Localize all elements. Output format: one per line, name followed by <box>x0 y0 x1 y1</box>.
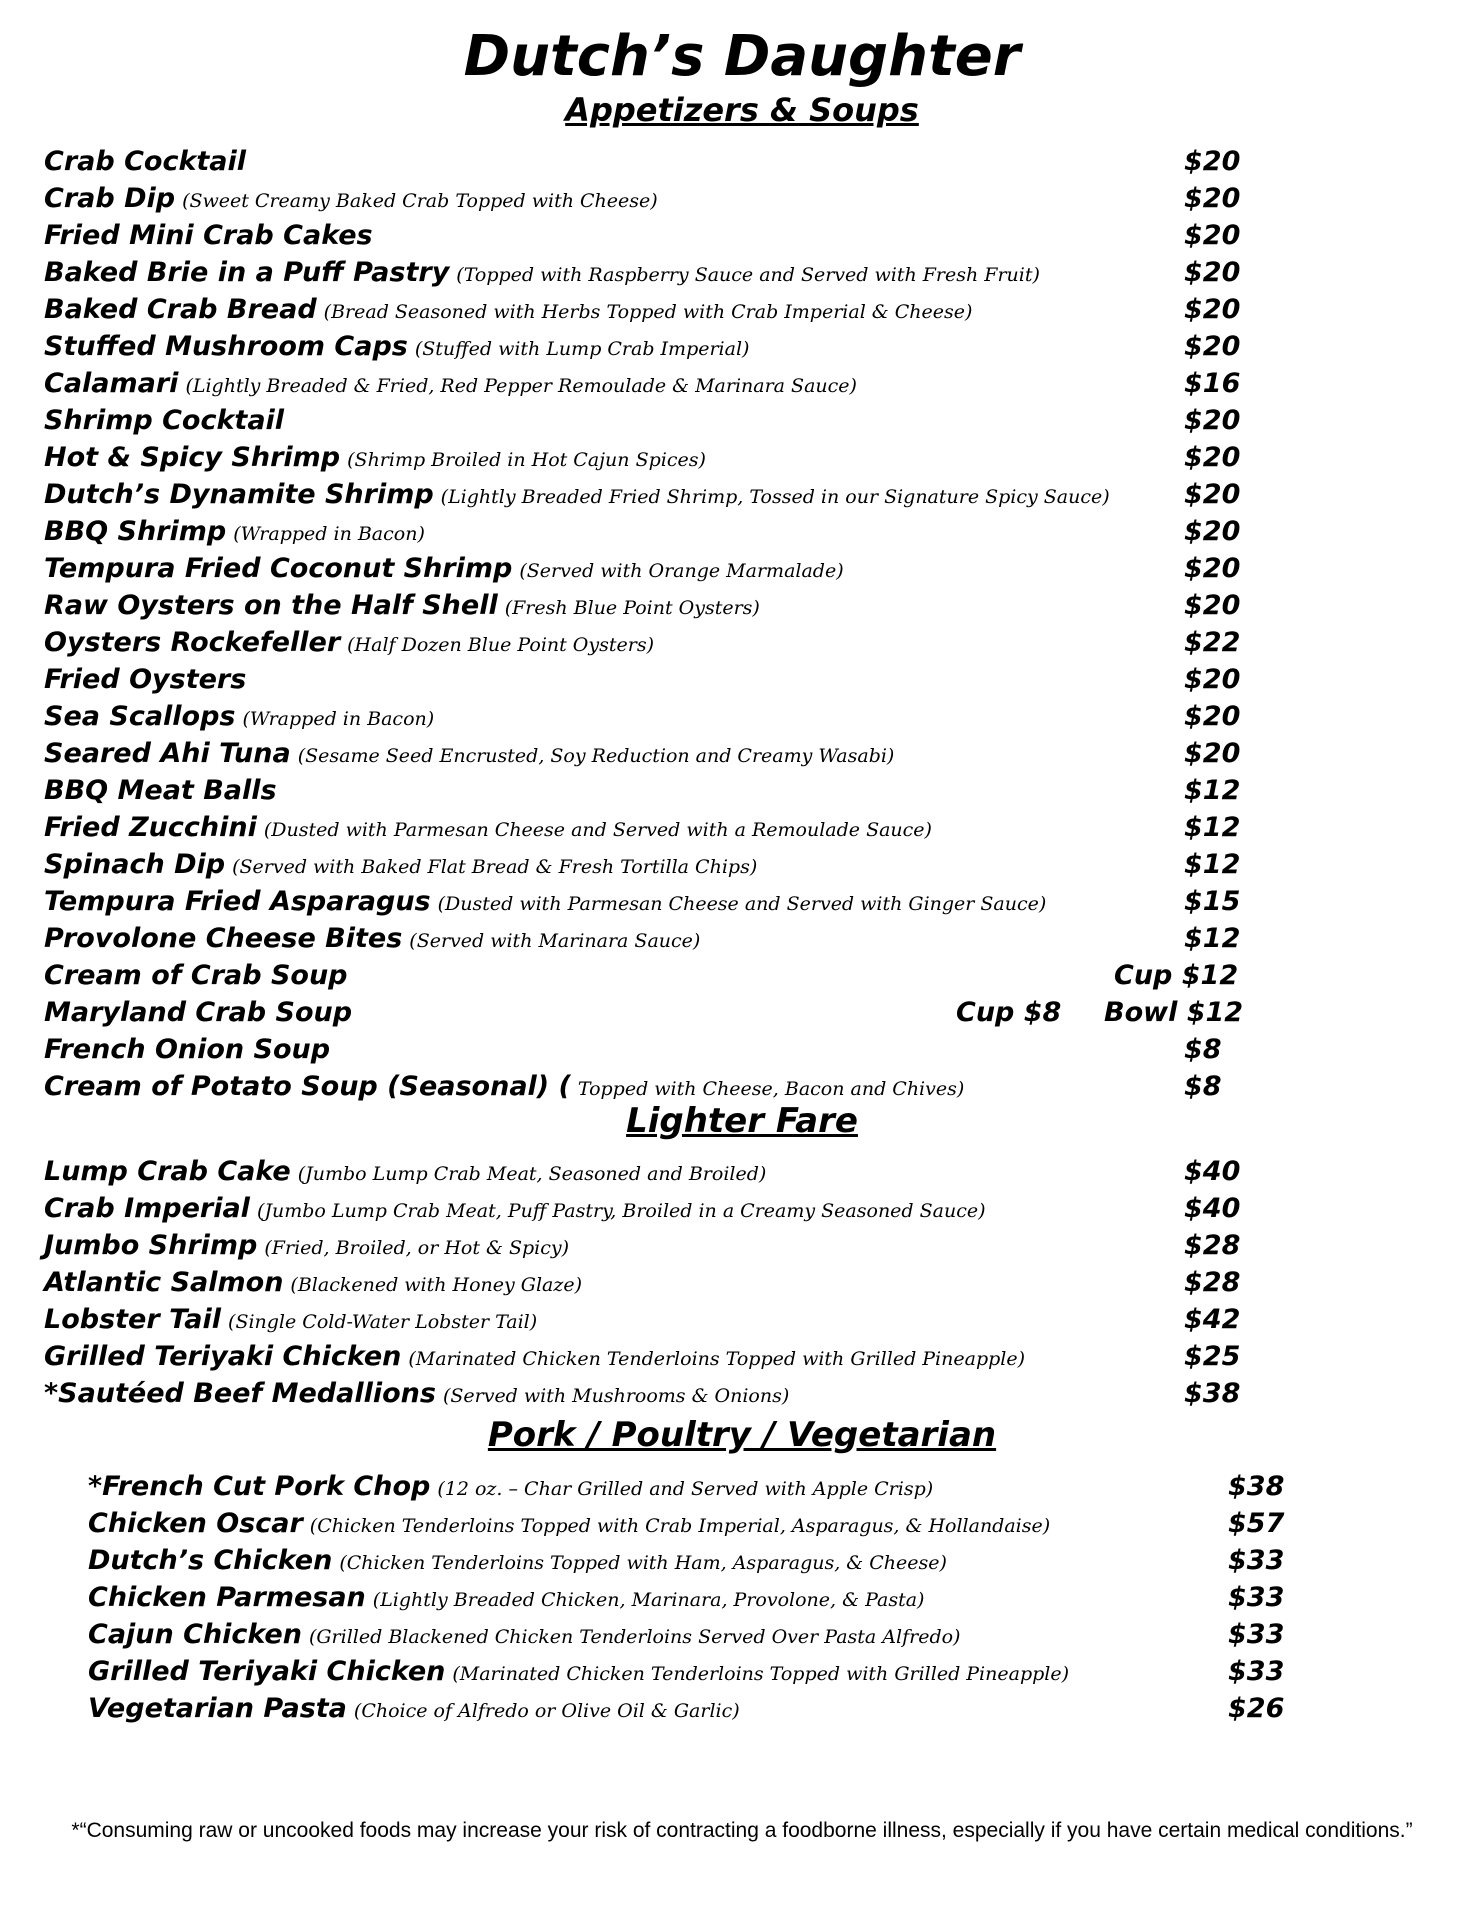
menu-item-description: Topped with Cheese, Bacon and Chives) <box>577 1078 965 1100</box>
menu-item <box>44 476 1344 513</box>
menu-item-price: $20 <box>1184 553 1241 584</box>
menu-item <box>88 1653 1388 1690</box>
menu-item <box>44 587 1344 624</box>
menu-item-price: $26 <box>1228 1693 1285 1724</box>
menu-item <box>44 439 1344 476</box>
menu-item-price: $28 <box>1184 1267 1241 1298</box>
menu-item-description: (Blackened with Honey Glaze) <box>290 1274 583 1296</box>
menu-item <box>44 1227 1344 1264</box>
menu-item-name: Baked Crab Bread <box>44 294 317 325</box>
section-heading-pork-poultry-vegetarian: Pork / Poultry / Vegetarian <box>487 1415 997 1455</box>
menu-item <box>44 920 1344 957</box>
menu-item-name: Cajun Chicken <box>88 1619 302 1650</box>
menu-item-price: $12 <box>1184 923 1241 954</box>
menu-item-name: Tempura Fried Coconut Shrimp <box>44 553 513 584</box>
menu-item-description: (Lightly Breaded Chicken, Marinara, Provolone, & Pasta) <box>372 1589 925 1611</box>
menu-item <box>44 180 1344 217</box>
menu-item-price: $38 <box>1184 1378 1241 1409</box>
appetizers-list <box>44 143 1344 1105</box>
menu-item-name: Oysters Rockefeller <box>44 627 341 658</box>
menu-item <box>44 291 1344 328</box>
menu-item-price: $16 <box>1184 368 1241 399</box>
menu-item-name: BBQ Meat Balls <box>44 775 277 806</box>
menu-item-price: $20 <box>1184 294 1241 325</box>
menu-item-description: (Served with Mushrooms & Onions) <box>442 1385 790 1407</box>
menu-item <box>44 735 1344 772</box>
menu-item-price: $33 <box>1228 1656 1285 1687</box>
menu-item <box>44 217 1344 254</box>
menu-item-description: (Wrapped in Bacon) <box>242 708 435 730</box>
menu-item-description: (Lightly Breaded & Fried, Red Pepper Remoulade & Marinara Sauce) <box>185 375 857 397</box>
menu-item-cup-price: Cup $8 <box>956 997 1062 1028</box>
menu-item-description: (Bread Seasoned with Herbs Topped with Crab Imperial & Cheese) <box>323 301 973 323</box>
menu-item-description: (Shrimp Broiled in Hot Cajun Spices) <box>347 449 706 471</box>
menu-item-name: Fried Zucchini <box>44 812 257 843</box>
menu-item-price: $20 <box>1184 664 1241 695</box>
menu-item-name: Vegetarian Pasta <box>88 1693 347 1724</box>
menu-item-name: Cream of Crab Soup <box>44 960 348 991</box>
menu-item-name: Grilled Teriyaki Chicken <box>44 1341 402 1372</box>
menu-item <box>44 994 1344 1031</box>
menu-item-name: Lump Crab Cake <box>44 1156 291 1187</box>
menu-item-description: (12 oz. – Char Grilled and Served with Apple Crisp) <box>437 1478 934 1500</box>
menu-item <box>88 1579 1388 1616</box>
menu-item-name: Shrimp Cocktail <box>44 405 285 436</box>
menu-item <box>44 772 1344 809</box>
menu-item-description: (Jumbo Lump Crab Meat, Seasoned and Broiled) <box>297 1163 767 1185</box>
menu-item-description: (Chicken Tenderloins Topped with Crab Imperial, Asparagus, & Hollandaise) <box>309 1515 1051 1537</box>
menu-item-price: $25 <box>1184 1341 1241 1372</box>
menu-item <box>88 1468 1388 1505</box>
menu-item <box>44 809 1344 846</box>
menu-item-description: (Dusted with Parmesan Cheese and Served with Ginger Sauce) <box>437 893 1047 915</box>
menu-item-price: $40 <box>1184 1193 1241 1224</box>
menu-item-price: $8 <box>1184 1071 1222 1102</box>
menu-item-name: *French Cut Pork Chop <box>88 1471 431 1502</box>
menu-item-description: (Sesame Seed Encrusted, Soy Reduction and Creamy Wasabi) <box>297 745 895 767</box>
menu-item-name: Dutch’s Dynamite Shrimp <box>44 479 434 510</box>
menu-item-name: Lobster Tail <box>44 1304 222 1335</box>
menu-item-price: $12 <box>1184 812 1241 843</box>
menu-item <box>44 365 1344 402</box>
menu-item-name: Crab Dip <box>44 183 176 214</box>
menu-item-name: Calamari <box>44 368 179 399</box>
menu-item-description: (Stuffed with Lump Crab Imperial) <box>414 338 750 360</box>
menu-item-price: $20 <box>1184 405 1241 436</box>
menu-item <box>44 402 1344 439</box>
menu-item-name: Maryland Crab Soup <box>44 997 353 1028</box>
menu-item-price: $20 <box>1184 442 1241 473</box>
menu-item-name: Sea Scallops <box>44 701 236 732</box>
menu-item <box>44 1375 1344 1412</box>
menu-item-price: $22 <box>1184 627 1241 658</box>
menu-item-description: (Marinated Chicken Tenderloins Topped with Grilled Pineapple) <box>408 1348 1025 1370</box>
menu-item-price: $38 <box>1228 1471 1285 1502</box>
menu-item-price: $20 <box>1184 701 1241 732</box>
section-heading-appetizers: Appetizers & Soups <box>565 91 919 129</box>
menu-item <box>44 883 1344 920</box>
menu-item-price: $20 <box>1184 738 1241 769</box>
menu-item-price: $8 <box>1184 1034 1222 1065</box>
menu-item-name: Raw Oysters on the Half Shell <box>44 590 498 621</box>
footer-disclaimer: *“Consuming raw or uncooked foods may increase your risk of contracting a foodborne illness, especially if you have certain medical conditions.” <box>71 1819 1413 1842</box>
menu-item-price: $57 <box>1228 1508 1285 1539</box>
menu-item <box>44 328 1344 365</box>
menu-item <box>44 1301 1344 1338</box>
menu-item-name: French Onion Soup <box>44 1034 331 1065</box>
lighter-fare-list <box>44 1153 1344 1412</box>
menu-item-price: $20 <box>1184 479 1241 510</box>
menu-item-name: Dutch’s Chicken <box>88 1545 333 1576</box>
menu-item-price: $20 <box>1184 183 1241 214</box>
menu-item-price: $33 <box>1228 1582 1285 1613</box>
menu-item-description: (Half Dozen Blue Point Oysters) <box>347 634 654 656</box>
menu-item-description: (Sweet Creamy Baked Crab Topped with Cheese) <box>182 190 658 212</box>
menu-item <box>44 624 1344 661</box>
menu-item-description: (Wrapped in Bacon) <box>233 523 425 545</box>
menu-item-name: Seared Ahi Tuna <box>44 738 291 769</box>
menu-item <box>44 957 1344 994</box>
menu-item-description: (Grilled Blackened Chicken Tenderloins Served Over Pasta Alfredo) <box>308 1626 961 1648</box>
menu-item-name: Baked Brie in a Puff Pastry <box>44 257 450 288</box>
menu-item-name: BBQ Shrimp <box>44 516 227 547</box>
menu-item <box>88 1505 1388 1542</box>
menu-item <box>44 1338 1344 1375</box>
menu-item-price: $20 <box>1184 146 1241 177</box>
menu-item <box>44 1190 1344 1227</box>
menu-item-description: (Single Cold-Water Lobster Tail) <box>228 1311 538 1333</box>
menu-item <box>44 698 1344 735</box>
menu-item-price: $12 <box>1184 849 1241 880</box>
pork-poultry-list <box>88 1468 1388 1727</box>
menu-item-name: Fried Mini Crab Cakes <box>44 220 373 251</box>
menu-item-name: Atlantic Salmon <box>44 1267 284 1298</box>
menu-item-description: (Served with Baked Flat Bread & Fresh Tortilla Chips) <box>232 856 758 878</box>
menu-item-price: $15 <box>1184 886 1241 917</box>
menu-item-name: *Sautéed Beef Medallions <box>44 1378 436 1409</box>
menu-item-price: $28 <box>1184 1230 1241 1261</box>
menu-item-price: $33 <box>1228 1545 1285 1576</box>
menu-item <box>44 661 1344 698</box>
menu-item-name: Stuffed Mushroom Caps <box>44 331 408 362</box>
page-title: Dutch’s Daughter <box>463 24 1021 89</box>
menu-item-description: (Fresh Blue Point Oysters) <box>504 597 760 619</box>
menu-item <box>44 143 1344 180</box>
menu-item-name: Hot & Spicy Shrimp <box>44 442 341 473</box>
menu-item-price: $42 <box>1184 1304 1241 1335</box>
menu-item-price: $40 <box>1184 1156 1241 1187</box>
menu-item-price: $20 <box>1184 590 1241 621</box>
menu-item <box>44 513 1344 550</box>
menu-item-description: (Jumbo Lump Crab Meat, Puff Pastry, Broiled in a Creamy Seasoned Sauce) <box>256 1200 986 1222</box>
menu-item-name: Fried Oysters <box>44 664 247 695</box>
menu-item <box>44 1153 1344 1190</box>
menu-item-name: Chicken Oscar <box>88 1508 303 1539</box>
menu-item-price: Bowl $12 <box>1104 997 1244 1028</box>
menu-item-description: (Chicken Tenderloins Topped with Ham, Asparagus, & Cheese) <box>339 1552 947 1574</box>
menu-item-description: (Fried, Broiled, or Hot & Spicy) <box>264 1237 569 1259</box>
menu-item-price: $20 <box>1184 331 1241 362</box>
menu-item <box>88 1616 1388 1653</box>
menu-item-description: (Lightly Breaded Fried Shrimp, Tossed in our Signature Spicy Sauce) <box>440 486 1110 508</box>
menu-item-name: Crab Cocktail <box>44 146 247 177</box>
menu-item-price: $33 <box>1228 1619 1285 1650</box>
menu-item-name: Provolone Cheese Bites <box>44 923 403 954</box>
menu-item-description: (Topped with Raspberry Sauce and Served with Fresh Fruit) <box>456 264 1040 286</box>
menu-item-price: $20 <box>1184 516 1241 547</box>
menu-item-name: Jumbo Shrimp <box>44 1230 258 1261</box>
menu-item <box>44 846 1344 883</box>
menu-item <box>88 1690 1388 1727</box>
menu-item-description: (Dusted with Parmesan Cheese and Served with a Remoulade Sauce) <box>263 819 932 841</box>
menu-item-price: Cup $12 <box>1114 960 1239 991</box>
menu-item-name: Spinach Dip <box>44 849 226 880</box>
menu-item-description: (Served with Orange Marmalade) <box>519 560 844 582</box>
menu-item <box>44 550 1344 587</box>
menu-item-price: $20 <box>1184 257 1241 288</box>
menu-item-name: Cream of Potato Soup (Seasonal) ( <box>44 1071 571 1102</box>
menu-item-description: (Choice of Alfredo or Olive Oil & Garlic) <box>353 1700 740 1722</box>
menu-item <box>88 1542 1388 1579</box>
menu-item-name: Tempura Fried Asparagus <box>44 886 431 917</box>
menu-item-price: $20 <box>1184 220 1241 251</box>
menu-item <box>44 254 1344 291</box>
menu-item-name: Chicken Parmesan <box>88 1582 366 1613</box>
menu-item-price: $12 <box>1184 775 1241 806</box>
menu-item-name: Crab Imperial <box>44 1193 250 1224</box>
section-heading-lighter-fare: Lighter Fare <box>626 1101 858 1141</box>
menu-item-description: (Served with Marinara Sauce) <box>409 930 701 952</box>
menu-item <box>44 1031 1344 1068</box>
menu-item-description: (Marinated Chicken Tenderloins Topped with Grilled Pineapple) <box>452 1663 1069 1685</box>
menu-item <box>44 1264 1344 1301</box>
menu-item-name: Grilled Teriyaki Chicken <box>88 1656 446 1687</box>
